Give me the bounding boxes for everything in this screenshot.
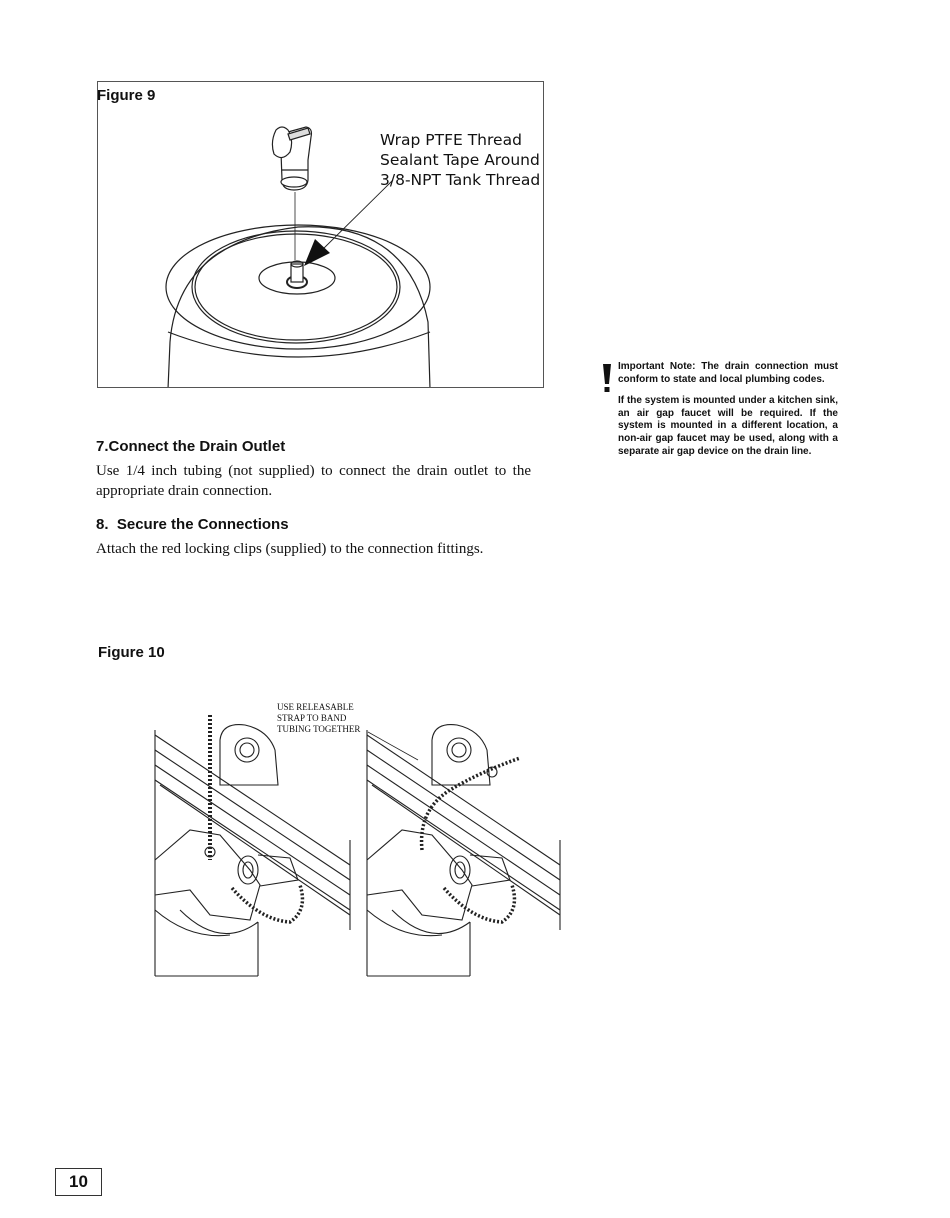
figure-9-frame — [97, 81, 544, 388]
figure-9-tank-illustration — [98, 82, 544, 388]
section-8-body: Attach the red locking clips (supplied) to the connection fittings. — [96, 541, 484, 557]
caption-line-2: STRAP TO BAND — [277, 713, 347, 723]
important-note — [618, 361, 838, 458]
caption-line-3: TUBING TOGETHER — [277, 724, 361, 734]
figure-9-callout — [380, 130, 540, 190]
callout-line-2: Sealant Tape Around — [380, 151, 540, 169]
section-7-body: Use 1/4 inch tubing (not supplied) to connect the drain outlet to the appropriate drain connection. — [96, 463, 531, 499]
note-paragraph-2: If the system is mounted under a kitchen sink, an air gap faucet will be required. If the system is mounted in a different location, a non-air gap faucet may be used, along with a separate air gap device on the drain line. — [618, 395, 838, 457]
figure-10-title: Figure 10 — [98, 644, 165, 661]
callout-line-1: Wrap PTFE Thread — [380, 131, 522, 149]
exclamation-icon — [600, 362, 614, 396]
caption-line-1: USE RELEASABLE — [277, 702, 354, 712]
callout-line-3: 3/8-NPT Tank Thread — [380, 171, 541, 189]
section-7-heading: 7.Connect the Drain Outlet — [96, 438, 286, 455]
page-number: 10 — [55, 1168, 102, 1196]
section-8-heading: 8. Secure the Connections — [96, 516, 289, 533]
figure-10-illustration — [150, 710, 570, 982]
note-paragraph-1: Important Note: The drain connection must conform to state and local plumbing codes. — [618, 361, 838, 385]
figure-9-title: Figure 9 — [97, 87, 156, 104]
